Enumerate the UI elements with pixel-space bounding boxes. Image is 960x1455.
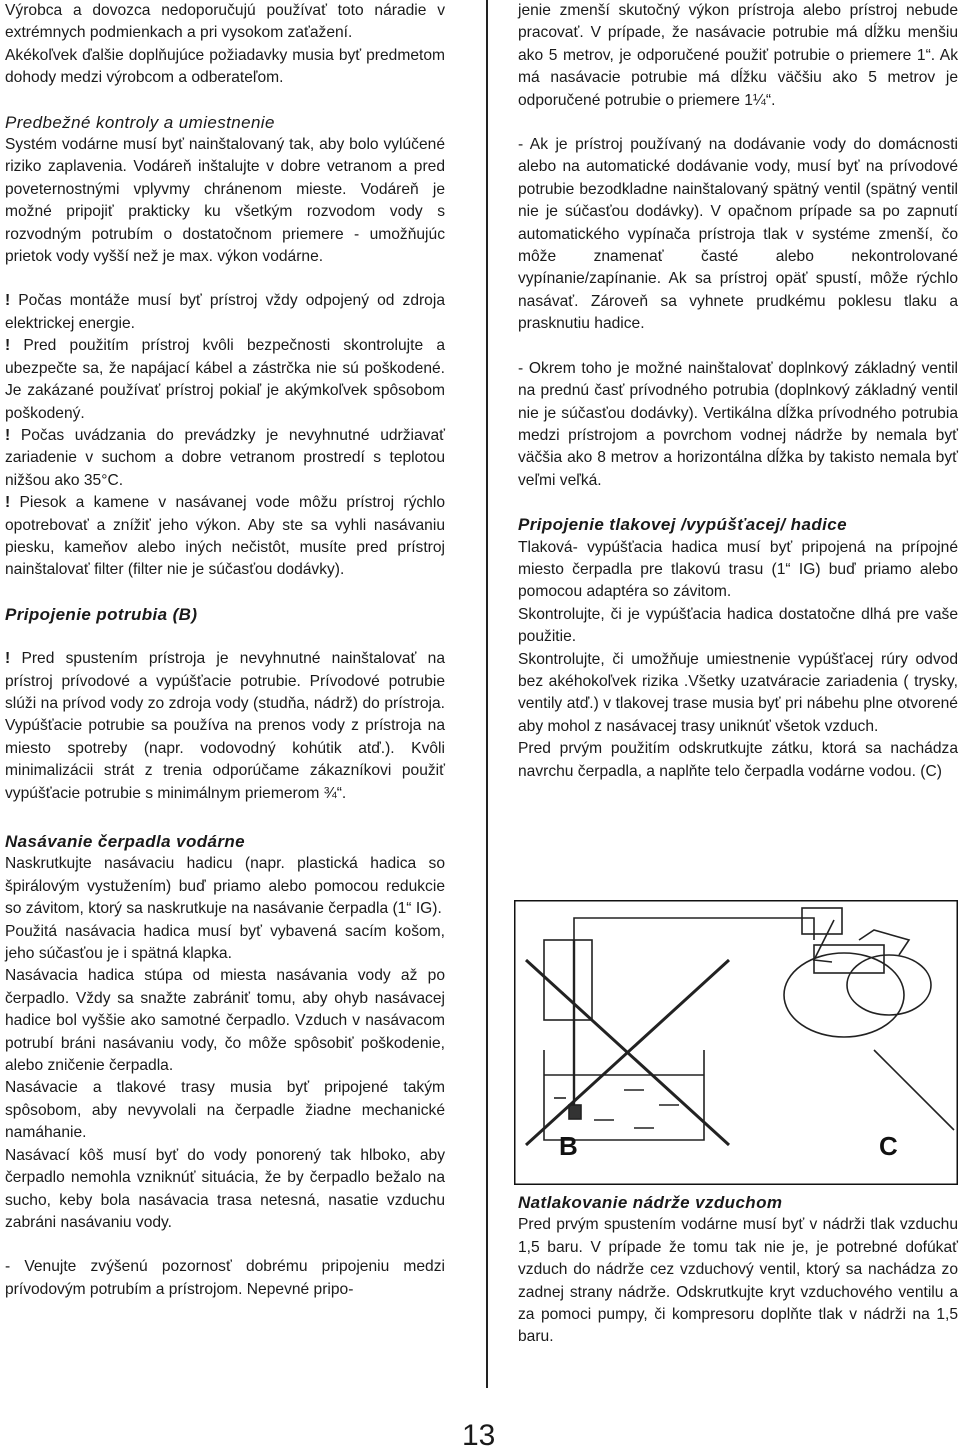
motor-shadow bbox=[874, 1050, 954, 1130]
heading-natlakovanie: Natlakovanie nádrže vzduchom bbox=[518, 1193, 783, 1212]
page-number: 13 bbox=[462, 1419, 496, 1452]
heading-nasavanie: Nasávanie čerpadla vodárne bbox=[5, 832, 246, 851]
nasavanie-paragraph-4: Nasávacie a tlakové trasy musia byť pripojené takým spôsobom, aby nevyvolali na čerpadle žiadne mechanické namáhanie. bbox=[5, 1079, 445, 1142]
warning-text: Pred použitím prístroj kvôli bezpečnosti skontrolujte a ubezpečte sa, že napájací kábel a zástrčka nie sú poškodené. Je zakázané používať prístroj pokiaľ je akýmkoľvek spôsobom poškodený. bbox=[5, 337, 445, 422]
warning-3 bbox=[5, 425, 445, 492]
continued-paragraph-1: jenie zmenší skutočný výkon prístroja alebo prístroj nebude pracovať. V prípade, že nasávacie potrubie má dĺžku menšiu ako 5 metrov, je odporučené použiť potrubie o priemere 1“. Ak má nasávacie potrubie má dĺžku väčšiu ako 5 metrov je odporučené potrubie o priemere 1¼“. bbox=[518, 2, 958, 109]
figure-label-c: C bbox=[879, 1131, 898, 1161]
tlakova-paragraph-3: Skontrolujte, či umožňuje umiestnenie vypúšťacej rúry odvod bez akéhokoľvek rizika .Všetky uzatváracie zariadenia ( trysky, ventily atď.) v tlakovej trase musia byť pri nábehu plne otvorené aby mohol z nasávacej trasy uniknúť všetok vzduch. bbox=[518, 650, 958, 735]
warning-mark: ! bbox=[5, 337, 11, 355]
warning-text: Pred spustením prístroja je nevyhnutné nainštalovať na prístroj prívodové a vypúšťacie potrubie. Prívodové potrubie slúži na prívod vody zo zdroja vody (studňa, nádrž) do prístroja. Vypúšťacie potrubie sa používa na prenos vody z prístroja na miesto spotreby (napr. vodovodný kohútik atď.). Kvôli minimalizácii strát z trenia odporúčame zákazníkovi použiť vypúšťacie potrubie s minimálnym priemerom ¾“. bbox=[5, 650, 445, 802]
warning-4 bbox=[5, 492, 445, 582]
intro-paragraph-2: Akékoľvek ďalšie doplňujúce požiadavky musia byť predmetom dohody medzi výrobcom a odberateľom. bbox=[5, 46, 445, 87]
heading-predbezne-kontroly: Predbežné kontroly a umiestnenie bbox=[5, 112, 275, 132]
left-column bbox=[5, 0, 445, 1301]
figure-c-drawing bbox=[784, 920, 954, 1130]
warning-text: Počas uvádzania do prevádzky je nevyhnutné udržiavať zariadenie v suchom a dobre vetranom prostredí s teplotou nižšou ako 35°C. bbox=[5, 426, 445, 489]
installation-illustration bbox=[514, 900, 958, 1185]
continued-paragraph-2: - Ak je prístroj používaný na dodávanie vody do domácnosti alebo na automatické dodávanie vody, musí byť na prívodové potrubie bezodkladne nainštalovaný spätný ventil (spätný ventil nie je súčasťou dodávky). V opačnom prípade sa po zapnutí automatického vypínača prístroja tlak v systéme zmenší, čo môže znamenať časté alebo nekontrolované vypínanie/zapínanie. Ak sa prístroj opäť spustí, môže rýchlo nasávať. Zároveň sa vyhnete prudkému poklesu tlaku a prasknutiu hadice. bbox=[518, 136, 958, 333]
intro-paragraph: Výrobca a dovozca nedoporučujú používať toto náradie v extrémnych podmienkach a pri vysokom zaťažení. bbox=[5, 2, 445, 42]
heading-pripojenie-tlakovej: Pripojenie tlakovej /vypúšťacej/ hadice bbox=[518, 515, 847, 535]
system-paragraph: Systém vodárne musí byť nainštalovaný tak, aby bolo vylúčené riziko zaplavenia. Vodáreň inštalujte v dobre vetranom a pred poveternostnými vplyvmy chránenom mieste. Vodáreň je možné pripojiť prakticky ku všetkým rozvodom vody s rozvodným potrubím o dostatočnom priemere - umožňujúc prietok vody vyšší než je max. výkon vodárne. bbox=[5, 136, 445, 266]
nasavanie-paragraph-5: Nasávací kôš musí byť do vody ponorený tak hlboko, aby čerpadlo nemohla vzniknúť situácia, že by čerpadlo bežalo na sucho, keby bola nasávacia trasa netesná, nasatie vzduchu zabráni nasávaniu vody. bbox=[5, 1146, 445, 1231]
right-column-bottom bbox=[518, 1192, 958, 1349]
tlakova-paragraph-1: Tlaková- vypúšťacia hadica musí byť pripojená na prípojné miesto čerpadla pre tlakovú trasu (1“ IG) buď priamo alebo pomocou adaptéra so závitom. bbox=[518, 538, 958, 601]
suction-hose-top bbox=[574, 918, 814, 940]
continued-paragraph-3: - Okrem toho je možné nainštalovať doplnkový základný ventil na prednú časť prívodného potrubia (doplnkový základný ventil nie je súčasťou dodávky). Vertikálna dĺžka prívodného potrubia medzi prístrojom a povrchom vodnej nádrže by nemala byť väčšia ako 8 metrov a horizontálna dĺžka by takisto nemala byť veľmi veľká. bbox=[518, 359, 958, 489]
nasavanie-paragraph-6: - Venujte zvýšenú pozornosť dobrému pripojeniu medzi prívodovým potrubím a prístrojom. Nepevné pripo- bbox=[5, 1258, 445, 1298]
pump-motor bbox=[847, 955, 931, 1015]
foot-valve bbox=[569, 1105, 581, 1119]
pump-top bbox=[802, 908, 842, 934]
warning-mark: ! bbox=[5, 426, 11, 444]
nasavanie-paragraph-3: Nasávacia hadica stúpa od miesta nasávania vody až po čerpadlo. Vždy sa snažte zabrániť tomu, aby ohyb nasávacej hadice bol vyššie ako samotné čerpadlo. Vzduch v nasávacom potrubí bráni nasávaniu vody, čo môže spôsobiť poškodenie, alebo zničenie čerpadla. bbox=[5, 967, 445, 1075]
warning-text: Počas montáže musí byť prístroj vždy odpojený od zdroja elektrickej energie. bbox=[5, 292, 445, 332]
warning-mark: ! bbox=[5, 292, 11, 310]
tlakova-paragraph-2: Skontrolujte, či je vypúšťacia hadica dostatočne dlhá pre vaše použitie. bbox=[518, 605, 958, 646]
warning-mark: ! bbox=[5, 650, 11, 668]
warning-text: Piesok a kamene v nasávanej vode môžu prístroj rýchlo opotrebovať a znížiť jeho výkon. Aby ste sa vyhli nasávaniu piesku, kameňov alebo iných nečistôt, musíte pred prístroj nainštalovať filter (filter nie je súčasťou dodávky). bbox=[5, 494, 445, 579]
figure-b-drawing bbox=[526, 908, 842, 1145]
installation-figure bbox=[514, 900, 958, 1185]
nasavanie-paragraph-1: Naskrutkujte nasávaciu hadicu (napr. plastická hadica so špirálovým vystužením) buď priamo alebo pomocou redukcie so závitom, ktorý sa naskrutkuje na nasávanie čerpadla (1“ IG). bbox=[5, 855, 445, 918]
nasavanie-paragraph-2: Použitá nasávacia hadica musí byť vybavená sacím košom, jeho súčasťou je i spätná klapka. bbox=[5, 922, 445, 963]
natlakovanie-paragraph: Pred prvým spustením vodárne musí byť v nádrži tlak vzduchu 1,5 baru. V prípade že tomu tak nie je, je potrebné dofúkať vzduch do nádrže cez vzduchový ventil, ktorý sa nachádza zo zadnej strany nádrže. Odskrutkujte kryt vzduchového ventilu a za pomoci pumpy, či kompresoru doplňte tlak v nádrži na 1,5 baru. bbox=[518, 1216, 958, 1346]
warning-5 bbox=[5, 648, 445, 805]
column-divider bbox=[486, 0, 488, 1388]
heading-pripojenie-potrubia: Pripojenie potrubia (B) bbox=[5, 604, 198, 624]
tank-walls bbox=[544, 1050, 704, 1140]
warning-mark: ! bbox=[5, 494, 11, 512]
warning-2 bbox=[5, 335, 445, 425]
pump-tank bbox=[784, 953, 904, 1037]
well-shaft bbox=[544, 940, 592, 1020]
warning-1 bbox=[5, 290, 445, 335]
right-column bbox=[518, 0, 958, 783]
figure-label-b: B bbox=[559, 1131, 578, 1161]
tlakova-paragraph-4: Pred prvým použitím odskrutkujte zátku, ktorá sa nachádza navrchu čerpadla, a naplňte telo čerpadla vodárne vodou. (C) bbox=[518, 740, 958, 780]
